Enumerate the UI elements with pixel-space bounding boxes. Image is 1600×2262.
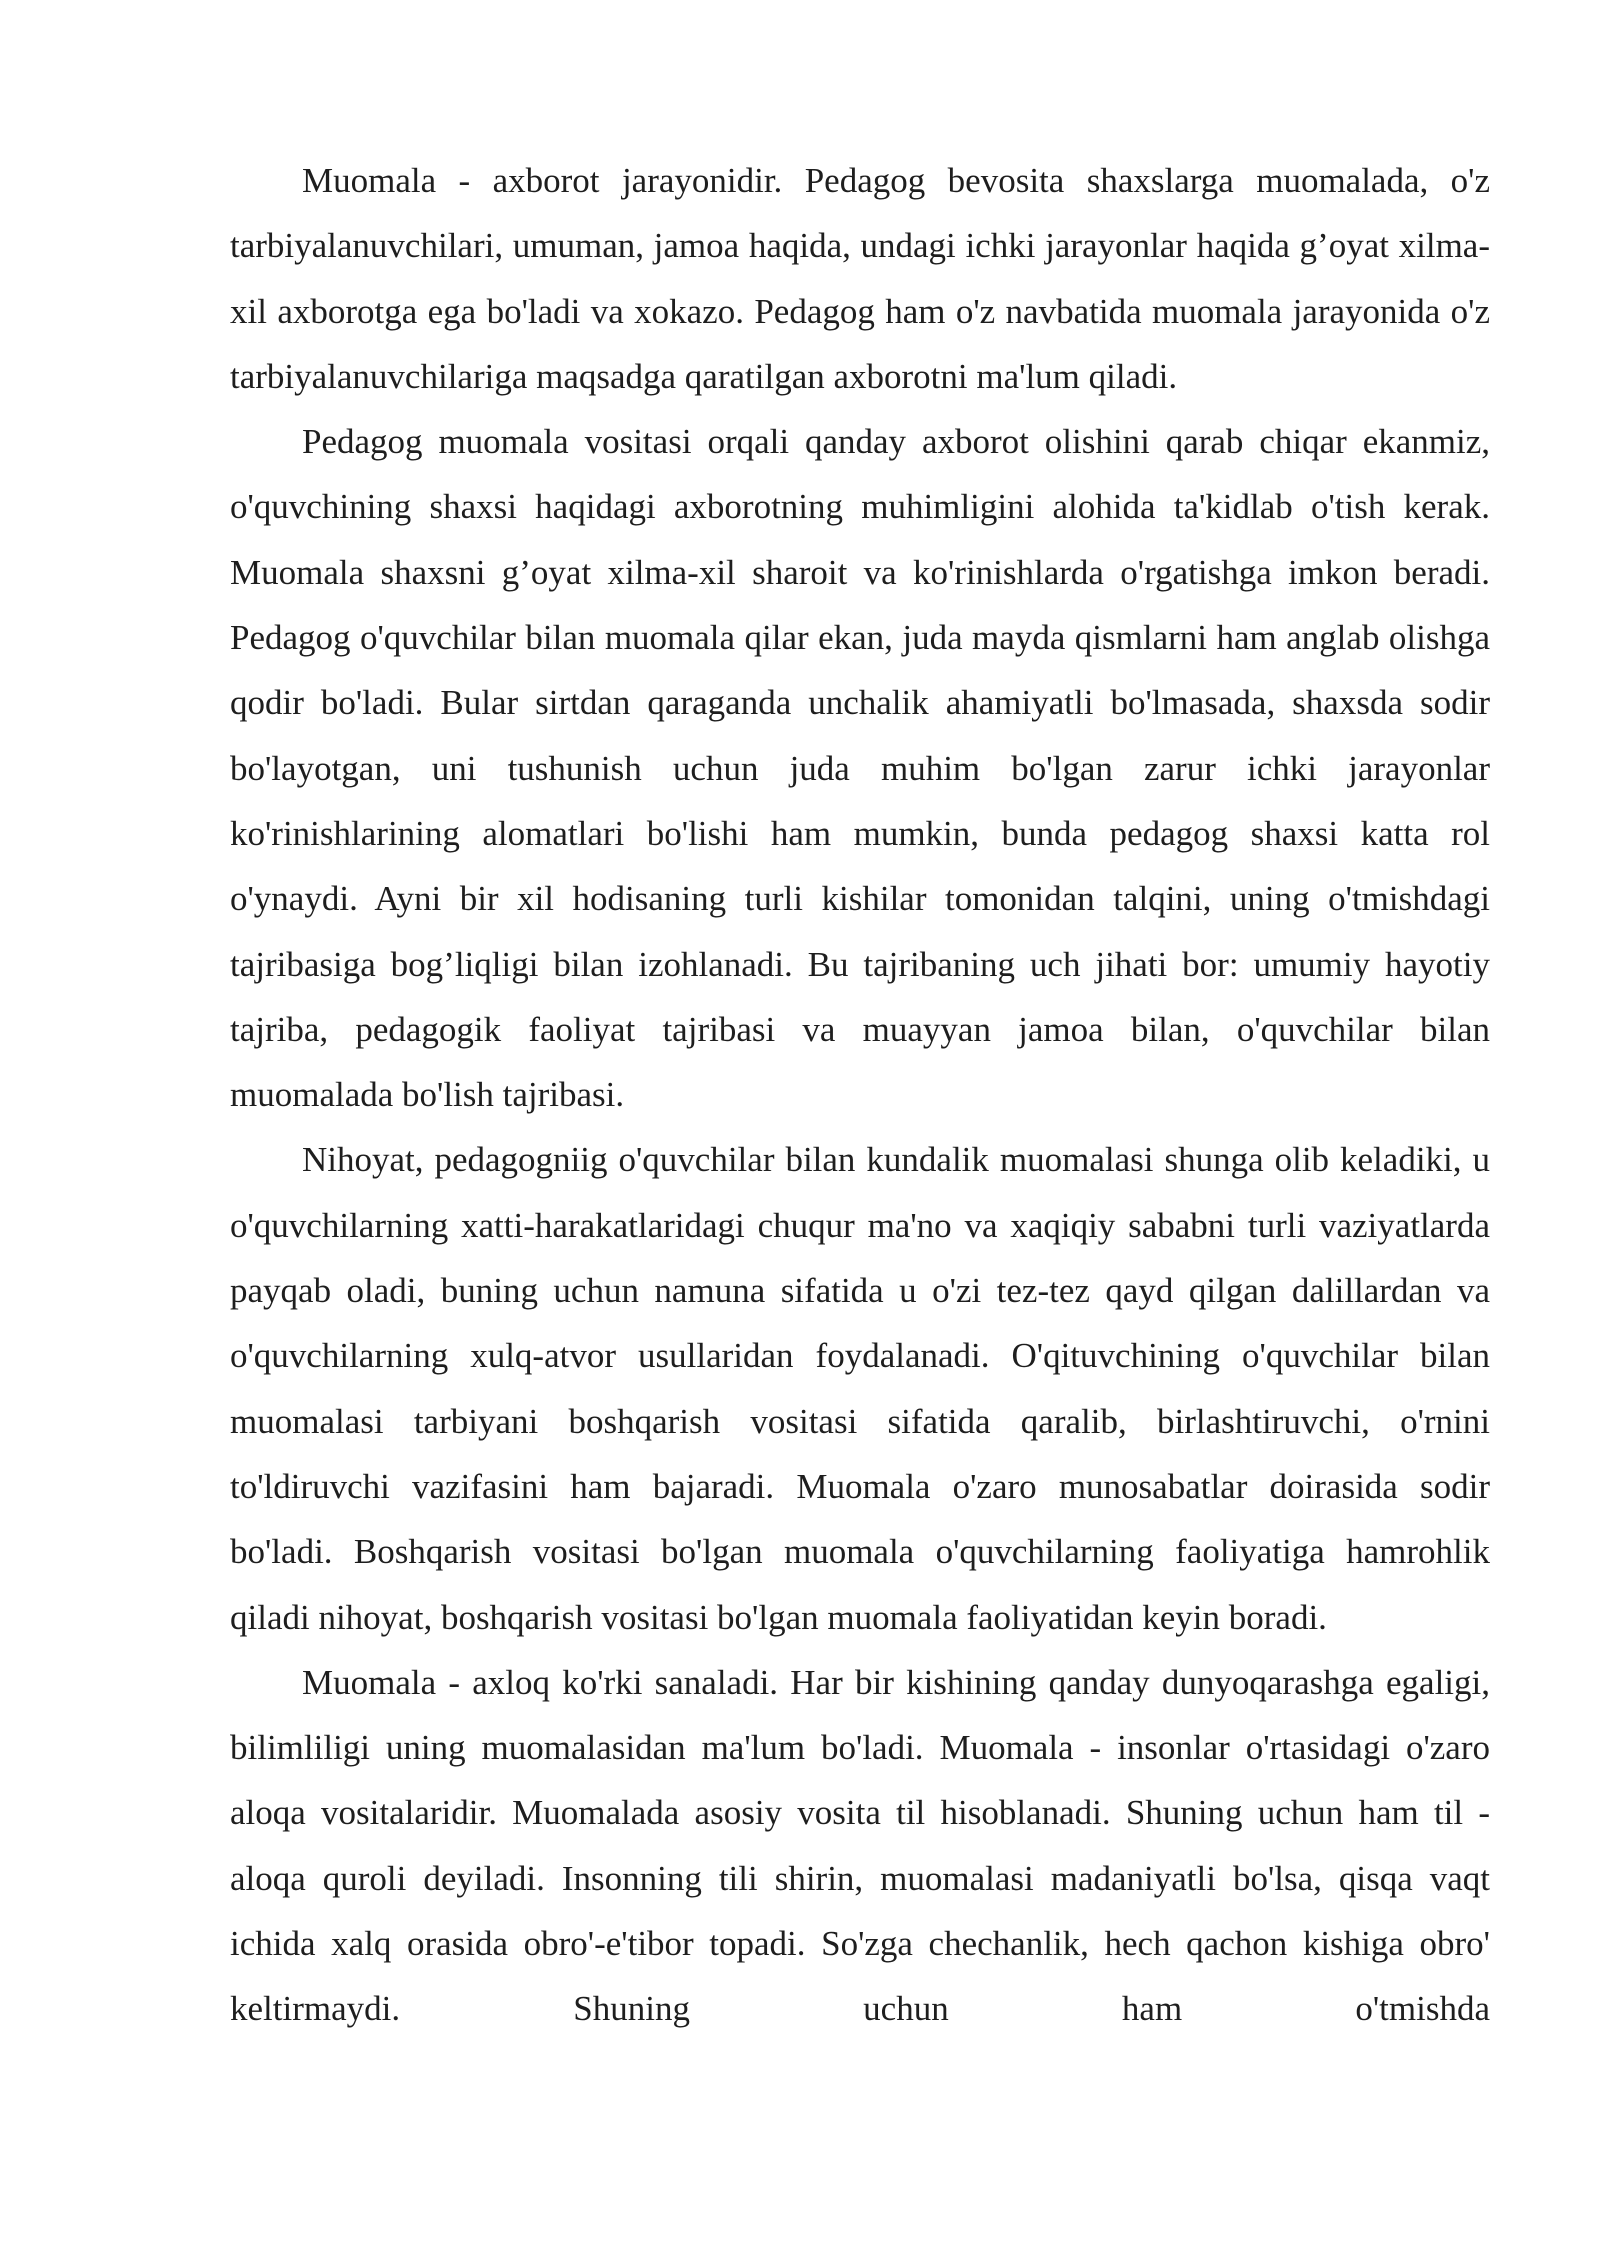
paragraph-1: Muomala - axborot jarayonidir. Pedagog bevosita shaxslarga muomalada, o'z tarbiyalanuvchilari, umuman, jamoa haqida, undagi ichki jarayonlar haqida g’oyat xilma-xil axborotga ega bo'ladi va xokazo. Pedagog ham o'z navbatida muomala jarayonida o'z tarbiyalanuvchilariga maqsadga qaratilgan axborotni ma'lum qiladi.: [230, 161, 1490, 396]
document-body: [230, 148, 1490, 2042]
paragraph-3: Nihoyat, pedagogniig o'quvchilar bilan kundalik muomalasi shunga olib keladiki, u o'quvchilarning xatti-harakatlaridagi chuqur ma'no va xaqiqiy sababni turli vaziyatlarda payqab oladi, buning uchun namuna sifatida u o'zi tez-tez qayd qilgan dalillardan va o'quvchilarning xulq-atvor usullaridan foydalanadi. O'qituvchining o'quvchilar bilan muomalasi tarbiyani boshqarish vositasi sifatida qaralib, birlashtiruvchi, o'rnini to'ldiruvchi vazifasini ham bajaradi. Muomala o'zaro munosabatlar doirasida sodir bo'ladi. Boshqarish vositasi bo'lgan muomala o'quvchilarning faoliyatiga hamrohlik qiladi nihoyat, boshqarish vositasi bo'lgan muomala faoliyatidan keyin boradi.: [230, 1140, 1490, 1637]
paragraph-4: Muomala - axloq ko'rki sanaladi. Har bir kishining qanday dunyoqarashga egaligi, bilimliligi uning muomalasidan ma'lum bo'ladi. Muomala - insonlar o'rtasidagi o'zaro aloqa vositalaridir. Muomalada asosiy vosita til hisoblanadi. Shuning uchun ham til - aloqa quroli deyiladi. Insonning tili shirin, muomalasi madaniyatli bo'lsa, qisqa vaqt ichida xalq orasida obro'-e'tibor topadi. So'zga chechanlik, hech qachon kishiga obro' keltirmaydi. Shuning uchun ham o'tmishda: [230, 1662, 1490, 2029]
paragraph-2: Pedagog muomala vositasi orqali qanday axborot olishini qarab chiqar ekanmiz, o'quvchining shaxsi haqidagi axborotning muhimligini alohida ta'kidlab o'tish kerak. Muomala shaxsni g’oyat xilma-xil sharoit va ko'rinishlarda o'rgatishga imkon beradi. Pedagog o'quvchilar bilan muomala qilar ekan, juda mayda qismlarni ham anglab olishga qodir bo'ladi. Bular sirtdan qaraganda unchalik ahamiyatli bo'lmasada, shaxsda sodir bo'layotgan, uni tushunish uchun juda muhim bo'lgan zarur ichki jarayonlar ko'rinishlarining alomatlari bo'lishi ham mumkin, bunda pedagog shaxsi katta rol o'ynaydi. Ayni bir xil hodisaning turli kishilar tomonidan talqini, uning o'tmishdagi tajribasiga bog’liqligi bilan izohlanadi. Bu tajribaning uch jihati bor: umumiy hayotiy tajriba, pedagogik faoliyat tajribasi va muayyan jamoa bilan, o'quvchilar bilan muomalada bo'lish tajribasi.: [230, 422, 1490, 1115]
